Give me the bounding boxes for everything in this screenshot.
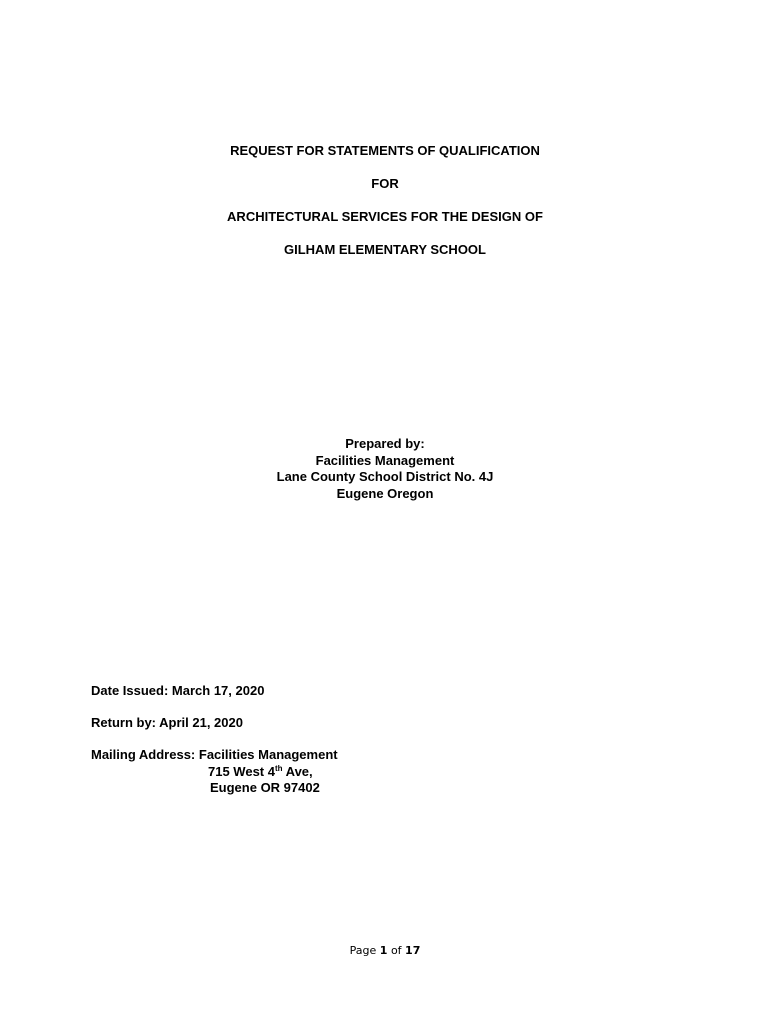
footer-of-word: of xyxy=(390,944,402,957)
prepared-organization: Lane County School District No. 4J xyxy=(276,469,494,484)
footer-total-pages: 17 xyxy=(405,944,421,957)
prepared-by-block xyxy=(0,436,770,502)
mailing-recipient: Facilities Management xyxy=(198,747,338,762)
prepared-location: Eugene Oregon xyxy=(336,485,434,501)
date-issued: Date Issued: March 17, 2020 xyxy=(91,683,265,698)
prepared-department: Facilities Management xyxy=(315,452,455,468)
street-ordinal: th xyxy=(274,763,283,773)
title-line-2: FOR xyxy=(371,176,399,191)
footer-current-page: 1 xyxy=(379,944,388,957)
title-line-1: REQUEST FOR STATEMENTS OF QUALIFICATION xyxy=(230,143,540,158)
mailing-street xyxy=(91,764,338,781)
street-suffix: Ave, xyxy=(282,763,313,779)
title-line-3: ARCHITECTURAL SERVICES FOR THE DESIGN OF xyxy=(227,209,543,224)
title-line-4: GILHAM ELEMENTARY SCHOOL xyxy=(284,242,486,257)
mailing-address-label: Mailing Address: xyxy=(91,747,196,762)
return-by-date: Return by: April 21, 2020 xyxy=(91,715,243,730)
street-number: 715 West 4 xyxy=(208,763,275,779)
page-footer xyxy=(0,944,770,958)
prepared-by-label: Prepared by: xyxy=(345,436,425,451)
mailing-city: Eugene OR 97402 xyxy=(210,780,320,795)
mailing-address-block xyxy=(91,747,338,797)
mailing-address-first-row xyxy=(91,747,338,764)
footer-page-word: Page xyxy=(349,944,377,957)
